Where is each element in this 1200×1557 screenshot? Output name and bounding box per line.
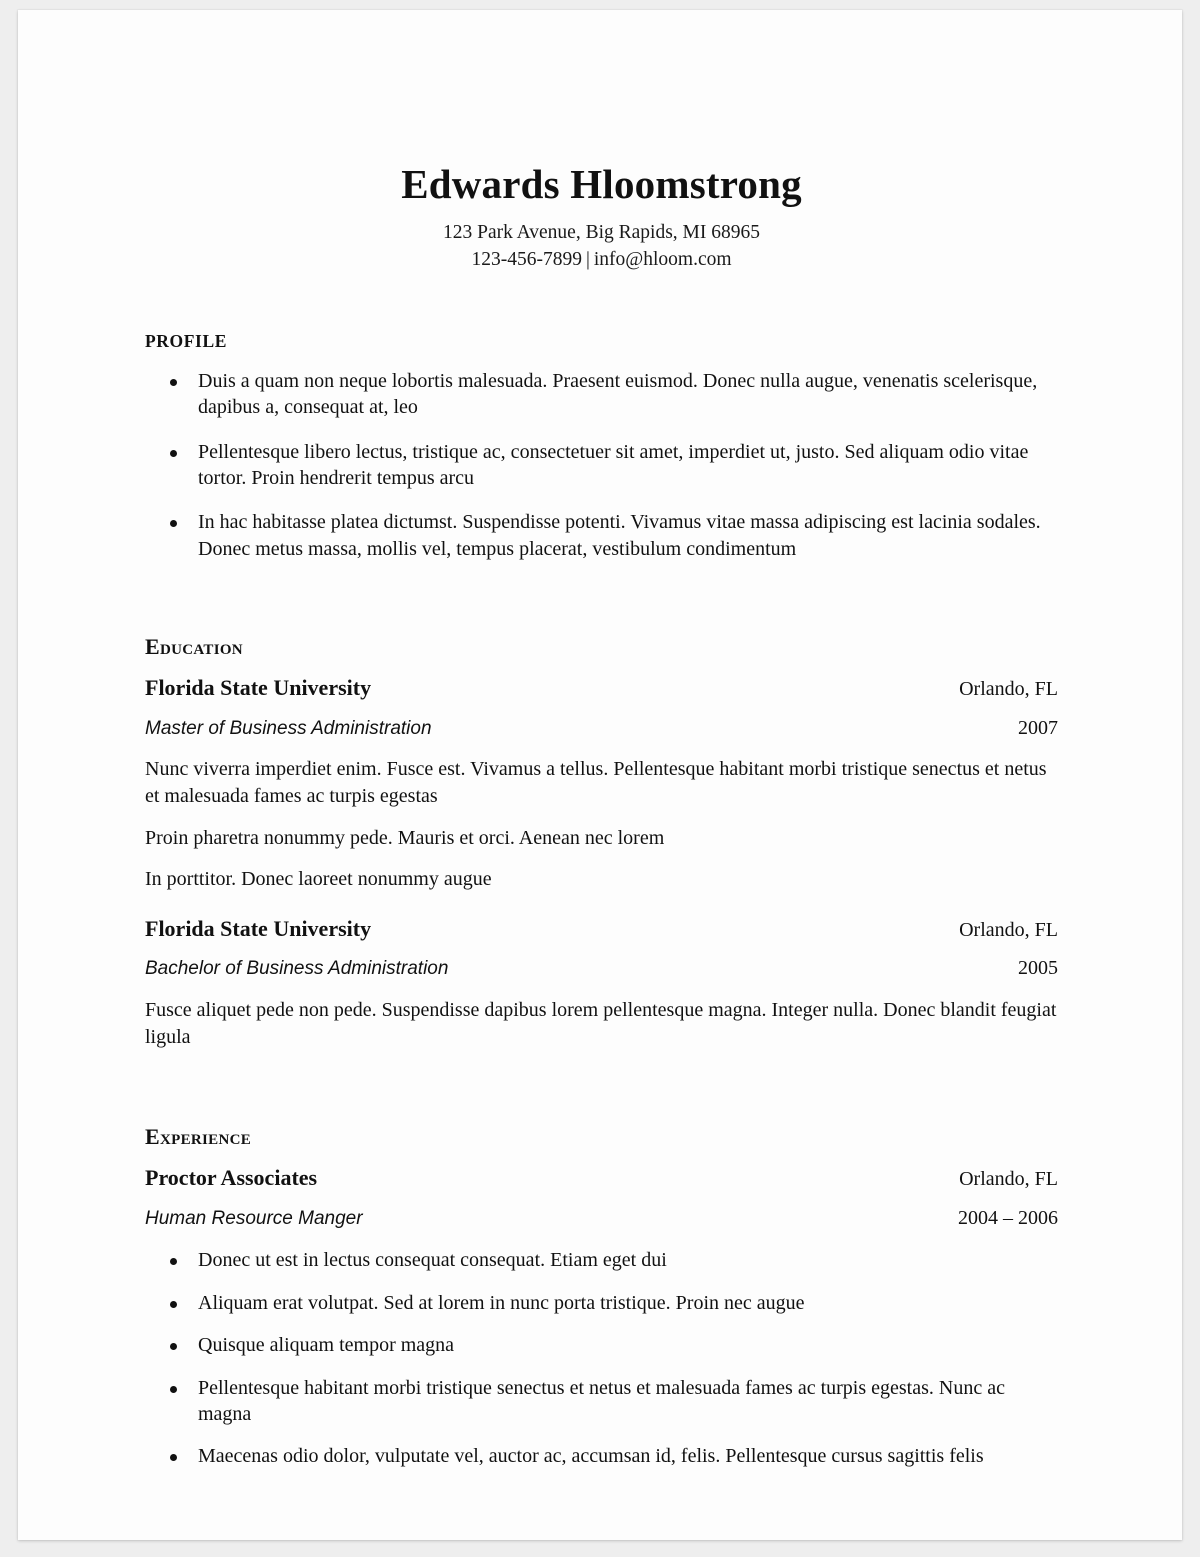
contact-separator: | (585, 248, 590, 270)
resume-page (18, 10, 1182, 1540)
degree-year: 2005 (1018, 957, 1058, 980)
candidate-name: Edwards Hloomstrong (401, 161, 802, 207)
school-name: Florida State University (145, 915, 372, 941)
section-profile (145, 331, 1058, 562)
section-title-profile: PROFILE (145, 330, 227, 351)
section-education (145, 634, 1058, 1050)
job-title: Human Resource Manger (145, 1207, 363, 1229)
list-item: Maecenas odio dolor, vulputate vel, auctor ac, accumsan id, felis. Pellentesque cursus sagittis felis (145, 1443, 1058, 1469)
contact-phone-email (145, 247, 1058, 274)
education-paragraph: Nunc viverra imperdiet enim. Fusce est. Vivamus a tellus. Pellentesque habitant morbi tristique senectus et netus et malesuada fames ac turpis egestas (145, 758, 1047, 807)
list-item: Pellentesque habitant morbi tristique senectus et netus et malesuada fames ac turpis egestas. Nunc ac magna (145, 1375, 1058, 1428)
resume-content (145, 10, 1058, 1470)
company-name: Proctor Associates (145, 1165, 318, 1191)
education-paragraph: Fusce aliquet pede non pede. Suspendisse dapibus lorem pellentesque magna. Integer nulla. Donec blandit feugiat ligula (145, 999, 1057, 1048)
education-paragraph: Proin pharetra nonummy pede. Mauris et orci. Aenean nec lorem (145, 826, 665, 849)
education-entry (145, 674, 1058, 893)
experience-entry-header (145, 1164, 1058, 1193)
profile-bullet-list (145, 368, 1058, 562)
job-dates: 2004 – 2006 (958, 1206, 1058, 1229)
education-entry-subheader (145, 715, 1058, 742)
experience-bullet-list (145, 1247, 1058, 1469)
section-title-experience: Experience (145, 1124, 252, 1150)
contact-phone: 123-456-7899 (471, 248, 582, 270)
experience-entry (145, 1164, 1058, 1470)
list-item: Duis a quam non neque lobortis malesuada. Praesent euismod. Donec nulla augue, venenatis scelerisque, dapibus a, consequat at, leo (145, 368, 1058, 421)
contact-email: info@hloom.com (593, 248, 732, 270)
company-location: Orlando, FL (959, 1168, 1058, 1191)
school-name: Florida State University (145, 675, 372, 701)
education-entry-header (145, 674, 1058, 703)
school-location: Orlando, FL (959, 918, 1058, 941)
education-entry (145, 915, 1058, 1050)
degree-year: 2007 (1018, 716, 1058, 739)
school-location: Orlando, FL (959, 678, 1058, 701)
education-paragraph: In porttitor. Donec laoreet nonummy augue (145, 868, 492, 891)
list-item: Quisque aliquam tempor magna (145, 1332, 1058, 1358)
education-entry-header (145, 915, 1058, 944)
section-title-education: Education (145, 634, 243, 660)
list-item: Pellentesque libero lectus, tristique ac, consectetuer sit amet, imperdiet ut, justo. Sed aliquam odio vitae tortor. Proin hendrerit tempus arcu (145, 439, 1058, 492)
list-item: In hac habitasse platea dictumst. Suspendisse potenti. Vivamus vitae massa adipiscing est lacinia sodales. Donec metus massa, mollis vel, tempus placerat, vestibulum condimentum (145, 509, 1058, 562)
section-experience (145, 1124, 1058, 1470)
education-entry-subheader (145, 955, 1058, 982)
list-item: Aliquam erat volutpat. Sed at lorem in nunc porta tristique. Proin nec augue (145, 1290, 1058, 1316)
degree-title: Bachelor of Business Administration (145, 958, 449, 980)
experience-entry-subheader (145, 1205, 1058, 1232)
contact-address: 123 Park Avenue, Big Rapids, MI 68965 (442, 221, 761, 243)
resume-header (145, 10, 1058, 274)
list-item: Donec ut est in lectus consequat consequat. Etiam eget dui (145, 1247, 1058, 1273)
degree-title: Master of Business Administration (145, 717, 432, 739)
